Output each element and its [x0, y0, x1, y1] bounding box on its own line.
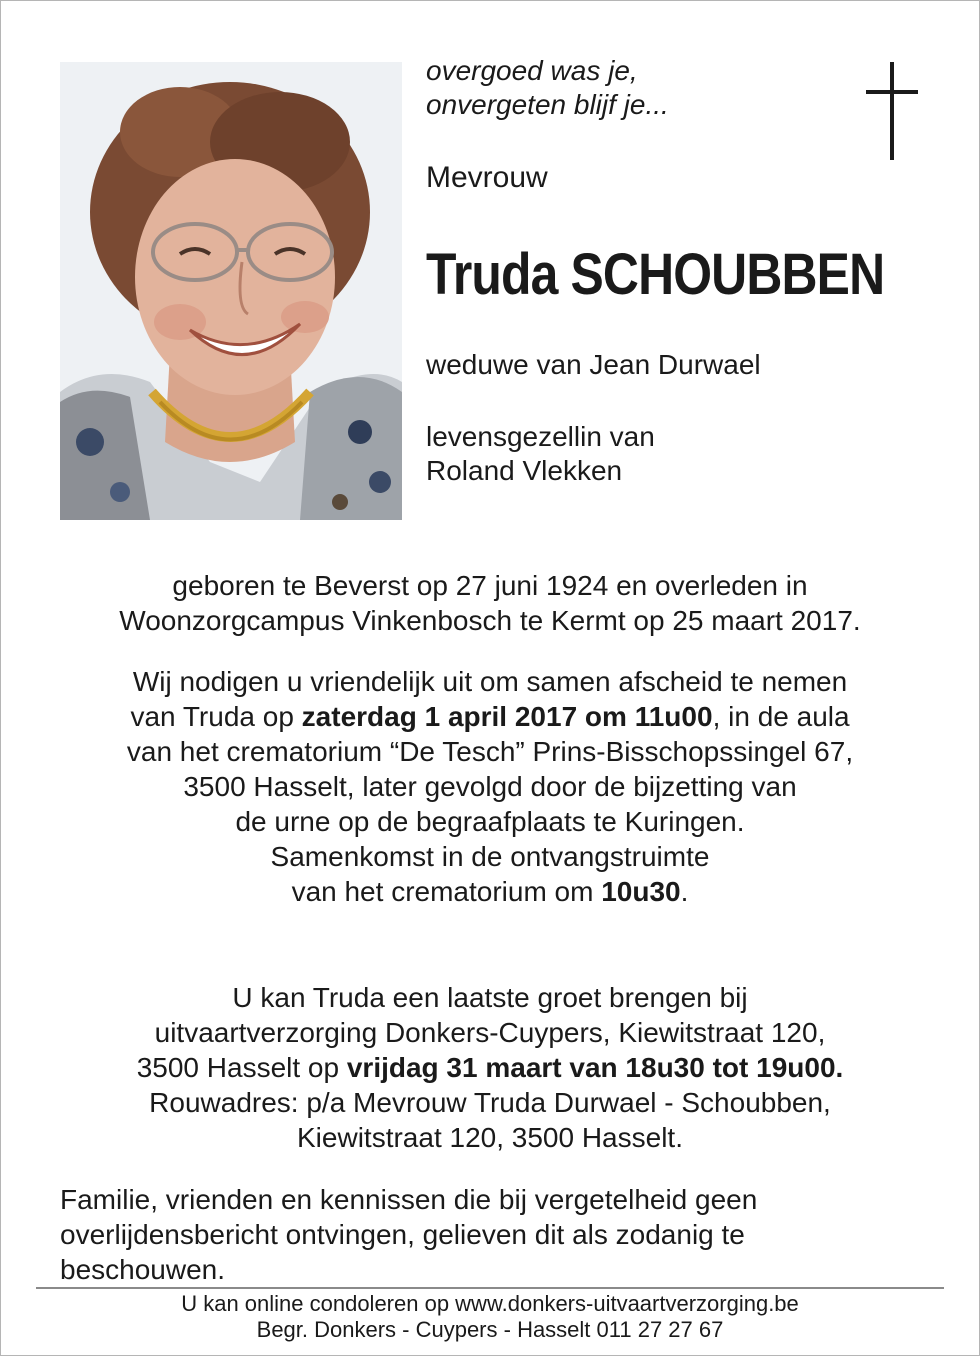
footer-divider: [36, 1287, 944, 1289]
text-line: Wij nodigen u vriendelijk uit om samen afscheid te nemen: [132, 666, 848, 697]
text-line: uitvaartverzorging Donkers-Cuypers, Kiewitstraat 120,: [154, 1017, 826, 1048]
visitation-paragraph: [30, 980, 950, 1155]
text-line: [30, 874, 950, 909]
text-line: U kan Truda een laatste groet brengen bij: [232, 982, 748, 1013]
portrait-illustration: [60, 62, 402, 520]
text-segment: , in de aula: [712, 701, 850, 732]
text-line: Familie, vrienden en kennissen die bij vergetelheid geen: [60, 1184, 758, 1215]
text-line: [30, 1050, 950, 1085]
text-line: [30, 699, 950, 734]
text-line: Woonzorgcampus Vinkenbosch te Kermt op 25 maart 2017.: [119, 605, 861, 636]
text-line: 3500 Hasselt, later gevolgd door de bijzetting van: [183, 771, 797, 802]
partner-label: levensgezellin van: [426, 421, 655, 452]
birth-death-paragraph: [30, 568, 950, 638]
gathering-time: 10u30: [601, 876, 681, 907]
text-segment: van het crematorium om: [291, 876, 602, 907]
text-line: geboren te Beverst op 27 juni 1924 en overleden in: [172, 570, 808, 601]
text-segment: 3500 Hasselt op: [136, 1052, 347, 1083]
text-line: beschouwen.: [60, 1254, 226, 1285]
text-line: Samenkomst in de ontvangstruimte: [270, 841, 710, 872]
portrait-photo: [60, 62, 402, 520]
ceremony-date: zaterdag 1 april 2017 om 11u00: [301, 701, 713, 732]
text-line: van het crematorium “De Tesch” Prins-Bisschopssingel 67,: [126, 736, 854, 767]
motto: [426, 54, 846, 122]
notice-paragraph: [60, 1182, 930, 1287]
footer: [30, 1291, 950, 1343]
salutation: Mevrouw: [426, 161, 548, 194]
text-line: de urne op de begraafplaats te Kuringen.: [235, 806, 745, 837]
text-line: Rouwadres: p/a Mevrouw Truda Durwael - Schoubben,: [149, 1087, 831, 1118]
latin-cross-icon: [862, 62, 922, 160]
text-line: Kiewitstraat 120, 3500 Hasselt.: [297, 1122, 683, 1153]
visitation-time: vrijdag 31 maart van 18u30 tot 19u00.: [346, 1052, 844, 1083]
ceremony-paragraph: [30, 664, 950, 909]
undertaker-contact: Begr. Donkers - Cuypers - Hasselt 011 27 27 67: [256, 1317, 724, 1342]
motto-line: onvergeten blijf je...: [426, 89, 669, 120]
widow-of: weduwe van Jean Durwael: [426, 349, 761, 380]
partner-name: Roland Vlekken: [426, 455, 623, 486]
motto-line: overgoed was je,: [426, 55, 638, 86]
deceased-name: Truda SCHOUBBEN: [426, 242, 885, 307]
condolence-link-line: U kan online condoleren op www.donkers-uitvaartverzorging.be: [181, 1291, 799, 1316]
text-line: overlijdensbericht ontvingen, gelieven dit als zodanig te: [60, 1219, 745, 1250]
text-segment: van Truda op: [130, 701, 302, 732]
text-segment: .: [680, 876, 689, 907]
